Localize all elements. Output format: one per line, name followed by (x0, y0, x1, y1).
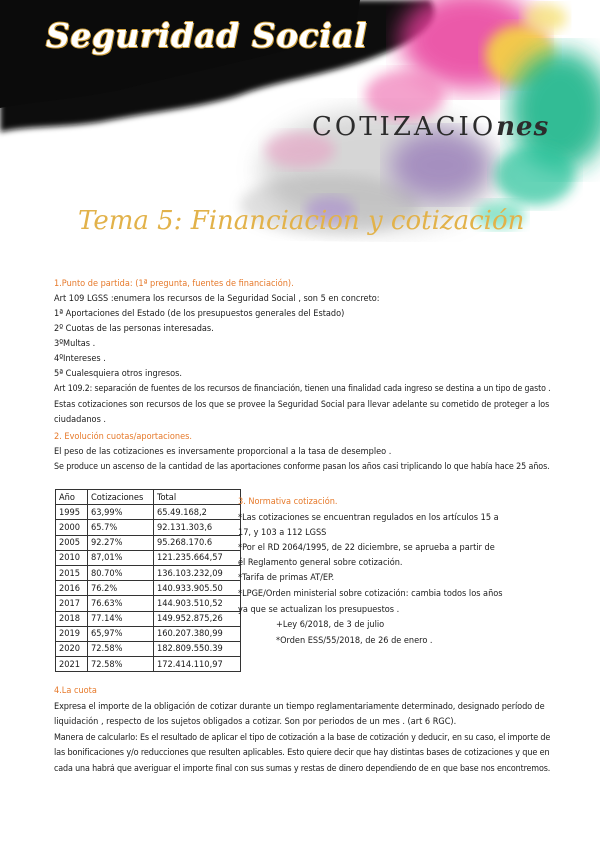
contributions-table (55, 489, 241, 672)
cell-year: 2018 (56, 611, 88, 626)
subtitle (312, 112, 549, 142)
section1-line: 3ºMultas . (54, 339, 96, 349)
cell-total: 182.809.550.39 (154, 641, 241, 656)
cell-total: 65.49.168,2 (154, 505, 241, 520)
cell-year: 2000 (56, 520, 88, 535)
cell-cotizaciones: 65.7% (88, 520, 154, 535)
cell-cotizaciones: 65,97% (88, 626, 154, 641)
col-header-year: Año (56, 490, 88, 505)
table-row (56, 611, 241, 626)
subtitle-bold: nes (496, 112, 550, 142)
section3-line: *Las cotizaciones se encuentran regulados en los artículos 15 a (238, 513, 499, 523)
section1-line: Estas cotizaciones son recursos de los que se provee la Seguridad Social para llevar adelante su cometido de proteger a los (54, 400, 550, 410)
cell-year: 2021 (56, 657, 88, 672)
section3-line: él Reglamento general sobre cotización. (238, 558, 403, 568)
section4-line: las bonificaciones y/o reducciones que resulten aplicables. Esto quiere decir que hay distintas bases de cotizaciones y que en (54, 748, 550, 758)
table-row (56, 535, 241, 550)
section2-heading: 2. Evolución cuotas/aportaciones. (54, 432, 193, 442)
section3-line: *LPGE/Orden ministerial sobre cotización: cambia todos los años (238, 589, 503, 599)
cell-cotizaciones: 92.27% (88, 535, 154, 550)
section1-line: ciudadanos . (54, 415, 107, 425)
section3-line: ya que se actualizan los presupuestos . (238, 605, 400, 615)
table-row (56, 626, 241, 641)
section4-line: cada una habrá que averiguar el importe final con sus sumas y restas de dinero dependiendo de en que base nos encontremos. (54, 764, 551, 774)
table-header-row (56, 490, 241, 505)
section1-line: Art 109.2: separación de fuentes de los recursos de financiación, tienen una finalidad cada ingreso se destina a un tipo de gasto . (54, 384, 551, 394)
section3-heading: 3. Normativa cotización. (238, 497, 338, 507)
section4-line: Expresa el importe de la obligación de cotizar durante un tiempo reglamentariamente determinado, designado período de (54, 702, 545, 712)
section3-line: *Por el RD 2064/1995, de 22 diciembre, se aprueba a partir de (238, 543, 495, 553)
cell-year: 2005 (56, 535, 88, 550)
table-row (56, 641, 241, 656)
cell-year: 2017 (56, 596, 88, 611)
table-row (56, 565, 241, 580)
subtitle-regular: COTIZACIO (312, 112, 497, 142)
cell-cotizaciones: 77.14% (88, 611, 154, 626)
table-row (56, 596, 241, 611)
section1-line: 5ª Cualesquiera otros ingresos. (54, 369, 183, 379)
section2-line: Se produce un ascenso de la cantidad de las aportaciones conforme pasan los años casi triplicando lo que había hace 25 años. (54, 462, 550, 472)
table-row (56, 657, 241, 672)
cell-total: 160.207.380,99 (154, 626, 241, 641)
section3-line: *Orden ESS/55/2018, de 26 de enero . (276, 636, 433, 646)
cell-total: 140.933.905.50 (154, 581, 241, 596)
cell-cotizaciones: 63,99% (88, 505, 154, 520)
cell-year: 2020 (56, 641, 88, 656)
cell-cotizaciones: 76.2% (88, 581, 154, 596)
cell-total: 92.131.303,6 (154, 520, 241, 535)
col-header-cotizaciones: Cotizaciones (88, 490, 154, 505)
section3-line: 17, y 103 a 112 LGSS (238, 528, 327, 538)
section1-line: 2º Cuotas de las personas interesadas. (54, 324, 214, 334)
cell-total: 136.103.232,09 (154, 565, 241, 580)
table-row (56, 505, 241, 520)
section3-line: *Tarifa de primas AT/EP. (238, 573, 335, 583)
table-row (56, 520, 241, 535)
cell-total: 172.414.110,97 (154, 657, 241, 672)
section4-line: liquidación , respecto de los sujetos obligados a cotizar. Son por periodos de un mes . (art 6 RGC). (54, 717, 457, 727)
section2-line: El peso de las cotizaciones es inversamente proporcional a la tasa de desempleo . (54, 447, 392, 457)
cell-cotizaciones: 80.70% (88, 565, 154, 580)
section1-heading: 1.Punto de partida: (1ª pregunta, fuentes de financiación). (54, 279, 294, 289)
section1-line: Art 109 LGSS :enumera los recursos de la Seguridad Social , son 5 en concreto: (54, 294, 380, 304)
cell-total: 121.235.664,57 (154, 550, 241, 565)
section3-line: +Ley 6/2018, de 3 de julio (276, 620, 385, 630)
topic-heading: Tema 5: Financiacion y cotización (78, 206, 525, 236)
cell-year: 2010 (56, 550, 88, 565)
main-title: Seguridad Social (46, 16, 368, 55)
cell-year: 2016 (56, 581, 88, 596)
cell-cotizaciones: 87,01% (88, 550, 154, 565)
section4-line: Manera de calcularlo: Es el resultado de aplicar el tipo de cotización a la base de cotización y deducir, en su caso, el importe de (54, 733, 551, 743)
cell-cotizaciones: 76.63% (88, 596, 154, 611)
cell-total: 149.952.875,26 (154, 611, 241, 626)
section1-line: 4ºIntereses . (54, 354, 106, 364)
table-row (56, 581, 241, 596)
col-header-total: Total (154, 490, 241, 505)
cell-total: 95.268.170.6 (154, 535, 241, 550)
cell-cotizaciones: 72.58% (88, 641, 154, 656)
section4-heading: 4.La cuota (54, 686, 97, 696)
cell-cotizaciones: 72.58% (88, 657, 154, 672)
section1-line: 1ª Aportaciones del Estado (de los presupuestos generales del Estado) (54, 309, 345, 319)
cell-year: 1995 (56, 505, 88, 520)
cell-year: 2019 (56, 626, 88, 641)
cell-total: 144.903.510,52 (154, 596, 241, 611)
cell-year: 2015 (56, 565, 88, 580)
table-row (56, 550, 241, 565)
